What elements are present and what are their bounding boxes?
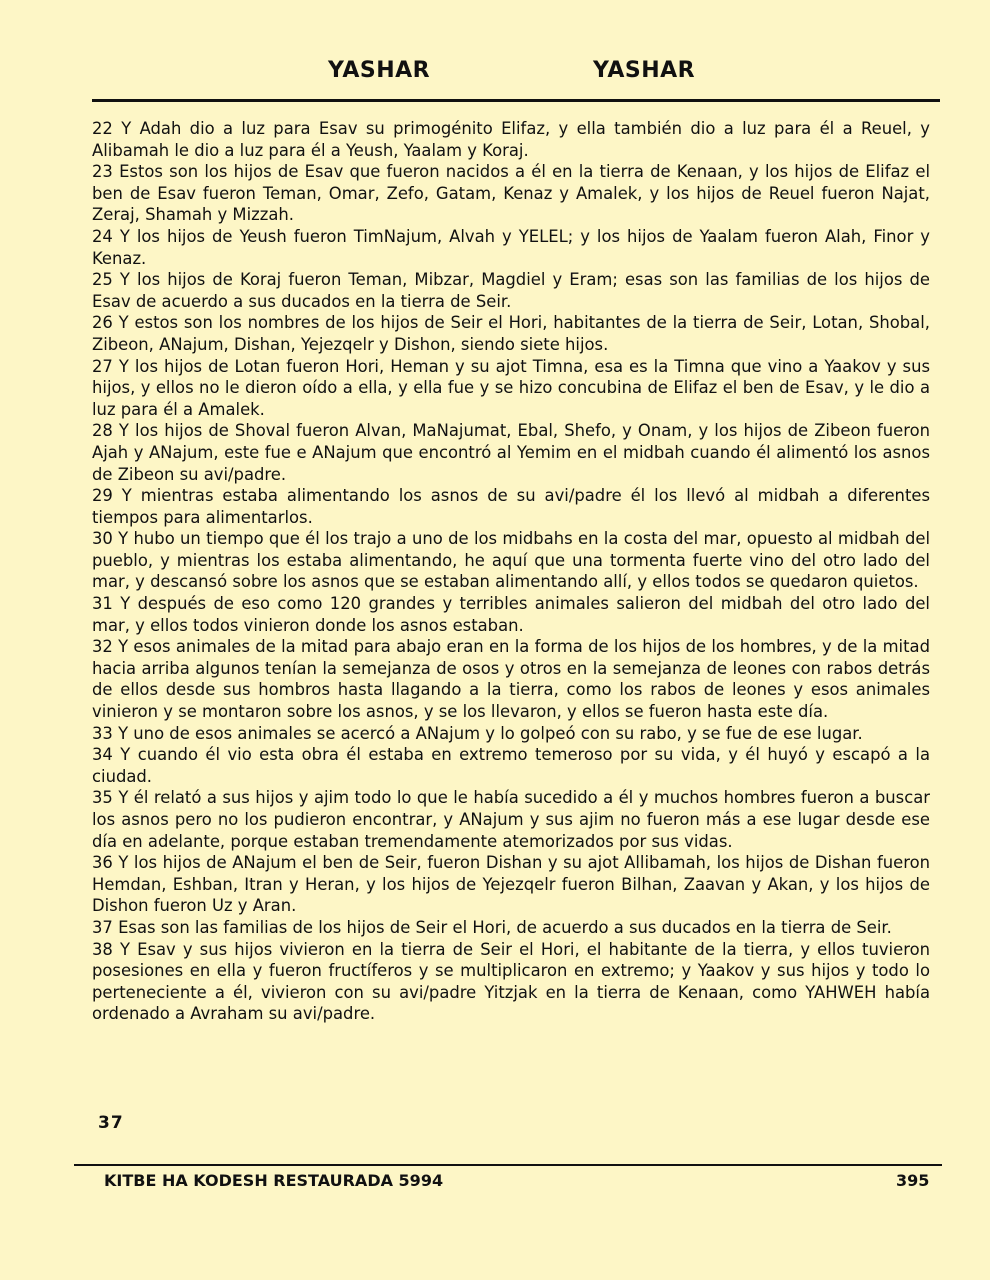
verse-33: 33 Y uno de esos animales se acercó a ANajum y lo golpeó con su rabo, y se fue de ese lugar. <box>92 723 863 743</box>
page-header <box>0 58 990 90</box>
verse-28: 28 Y los hijos de Shoval fueron Alvan, MaNajumat, Ebal, Shefo, y Onam, y los hijos de Zibeon fueron Ajah y ANajum, este fue e ANajum que encontró al Yemim en el midbah cuando él alimentó los asnos de Zibeon su avi/padre. <box>92 421 930 484</box>
verse-31: 31 Y después de eso como 120 grandes y terribles animales salieron del midbah del otro lado del mar, y ellos todos vinieron donde los asnos estaban. <box>92 594 930 635</box>
footer-page-number: 395 <box>896 1171 930 1190</box>
verse-25: 25 Y los hijos de Koraj fueron Teman, Mibzar, Magdiel y Eram; esas son las familias de los hijos de Esav de acuerdo a sus ducados en la tierra de Seir. <box>92 270 930 311</box>
footer-divider <box>74 1164 942 1166</box>
chapter-number: 37 <box>98 1113 124 1133</box>
verse-36: 36 Y los hijos de ANajum el ben de Seir, fueron Dishan y su ajot Allibamah, los hijos de Dishan fueron Hemdan, Eshban, Itran y Heran, y los hijos de Yejezqelr fueron Bilhan, Zaavan y Akan, y los hijos de Dishon fueron Uz y Aran. <box>92 853 930 916</box>
verse-37: 37 Esas son las familias de los hijos de Seir el Hori, de acuerdo a sus ducados en la tierra de Seir. <box>92 917 892 937</box>
header-title-left: YASHAR <box>328 58 431 83</box>
footer-book-title: KITBE HA KODESH RESTAURADA 5994 <box>104 1171 444 1190</box>
verse-26: 26 Y estos son los nombres de los hijos de Seir el Hori, habitantes de la tierra de Seir, Lotan, Shobal, Zibeon, ANajum, Dishan, Yejezqelr y Dishon, siendo siete hijos. <box>92 313 930 354</box>
verse-38: 38 Y Esav y sus hijos vivieron en la tierra de Seir el Hori, el habitante de la tierra, y ellos tuvieron posesiones en ella y fueron fructíferos y se multiplicaron en extremo; y Yaakov y sus hijos y todo lo perteneciente a él, vivieron con su avi/padre Yitzjak en la tierra de Kenaan, como YAHWEH había ordenado a Avraham su avi/padre. <box>92 939 930 1024</box>
verse-32: 32 Y esos animales de la mitad para abajo eran en la forma de los hijos de los hombres, y de la mitad hacia arriba algunos tenían la semejanza de osos y otros en la semejanza de leones con rabos detrás de ellos desde sus hombros hasta llagando a la tierra, como los rabos de leones y esos animales vinieron y se montaron sobre los asnos, y se los llevaron, y ellos se fueron hasta este día. <box>92 637 930 722</box>
verse-29: 29 Y mientras estaba alimentando los asnos de su avi/padre él los llevó al midbah a diferentes tiempos para alimentarlos. <box>92 486 930 527</box>
verse-list <box>92 118 930 1025</box>
verse-23: 23 Estos son los hijos de Esav que fueron nacidos a él en la tierra de Kenaan, y los hijos de Elifaz el ben de Esav fueron Teman, Omar, Zefo, Gatam, Kenaz y Amalek, y los hijos de Reuel fueron Najat, Zeraj, Shamah y Mizzah. <box>92 162 930 225</box>
verse-27: 27 Y los hijos de Lotan fueron Hori, Heman y su ajot Timna, esa es la Timna que vino a Yaakov y sus hijos, y ellos no le dieron oído a ella, y ella fue y se hizo concubina de Elifaz el ben de Esav, y le dio a luz para él a Amalek. <box>92 356 930 419</box>
verse-30: 30 Y hubo un tiempo que él los trajo a uno de los midbahs en la costa del mar, opuesto al midbah del pueblo, y mientras los estaba alimentando, he aquí que una tormenta fuerte vino del otro lado del mar, y descansó sobre los asnos que se estaban alimentando allí, y ellos todos se quedaron quietos. <box>92 529 930 592</box>
verse-35: 35 Y él relató a sus hijos y ajim todo lo que le había sucedido a él y muchos hombres fueron a buscar los asnos pero no los pudieron encontrar, y ANajum y sus ajim no fueron más a ese lugar desde ese día en adelante, porque estaban tremendamente atemorizados por sus vidas. <box>92 788 930 851</box>
header-title-right: YASHAR <box>593 58 696 83</box>
verse-34: 34 Y cuando él vio esta obra él estaba en extremo temeroso por su vida, y él huyó y escapó a la ciudad. <box>92 745 930 786</box>
header-divider <box>92 99 940 102</box>
verse-24: 24 Y los hijos de Yeush fueron TimNajum, Alvah y YELEL; y los hijos de Yaalam fueron Alah, Finor y Kenaz. <box>92 226 930 268</box>
verse-22: 22 Y Adah dio a luz para Esav su primogénito Elifaz, y ella también dio a luz para él a Reuel, y Alibamah le dio a luz para él a Yeush, Yaalam y Koraj. <box>92 119 930 160</box>
